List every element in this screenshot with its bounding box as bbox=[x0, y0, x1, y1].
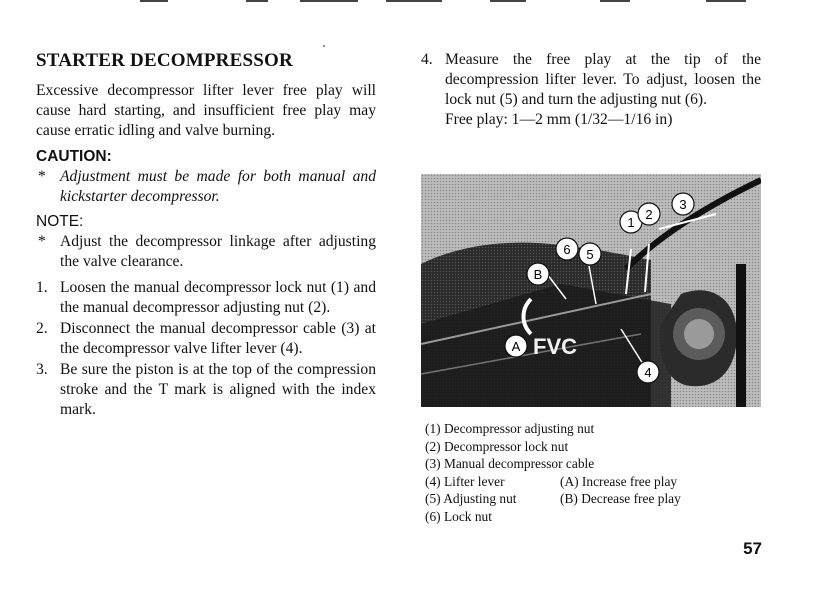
step-text: Disconnect the manual decompressor cable (3) at the decompressor valve lifter lever (4). bbox=[60, 320, 376, 357]
section-title: STARTER DECOMPRESSOR bbox=[36, 50, 293, 71]
legend-row bbox=[425, 420, 765, 438]
callout-B-label: B bbox=[533, 267, 543, 282]
callout-4-label: 4 bbox=[644, 365, 652, 380]
caution-text: Adjustment must be made for both manual and kickstarter decompressor. bbox=[60, 168, 376, 205]
note-heading: NOTE: bbox=[36, 213, 84, 230]
engine-photo bbox=[421, 174, 761, 407]
step-2 bbox=[36, 319, 376, 359]
step-text: Be sure the piston is at the top of the compression stroke and the T mark is aligned with the index mark. bbox=[60, 361, 376, 418]
step-3 bbox=[36, 360, 376, 420]
step-text: Measure the free play at the tip of the decompression lifter lever. To adjust, loosen the lock nut (5) and turn the adjusting nut (6). bbox=[445, 51, 761, 108]
callout-5 bbox=[579, 243, 601, 265]
legend-row bbox=[425, 473, 765, 491]
legend-row bbox=[425, 455, 765, 473]
print-speck bbox=[323, 45, 325, 47]
top-edge-line bbox=[386, 0, 442, 2]
intro-paragraph: Excessive decompressor lifter lever free play will cause hard starting, and insufficient free play may cause erratic idling and valve burning. bbox=[36, 82, 376, 139]
legend-left: (2) Decompressor lock nut bbox=[425, 438, 569, 454]
step-number: 2. bbox=[36, 320, 48, 337]
callout-B bbox=[527, 263, 549, 285]
legend-left: (5) Adjusting nut bbox=[425, 491, 517, 506]
legend-right: (A) Increase free play bbox=[560, 473, 678, 489]
legend-left: (6) Lock nut bbox=[425, 508, 492, 524]
caution-marker: * bbox=[38, 168, 46, 185]
legend-left: (3) Manual decompressor cable bbox=[425, 456, 595, 471]
engine-lettering: FVC bbox=[533, 334, 577, 359]
callout-6-label: 6 bbox=[563, 242, 571, 257]
step-number: 1. bbox=[36, 279, 48, 296]
top-edge-line bbox=[706, 0, 746, 2]
callout-2-label: 2 bbox=[645, 207, 653, 222]
page-number: 57 bbox=[743, 539, 762, 558]
note-text: Adjust the decompressor linkage after adjusting the valve clearance. bbox=[60, 233, 376, 270]
top-edge-line bbox=[246, 0, 268, 2]
note-item bbox=[36, 232, 376, 272]
caution-item bbox=[36, 167, 376, 207]
callout-A bbox=[505, 335, 527, 357]
legend-left: (4) Lifter lever bbox=[425, 473, 505, 489]
right-column bbox=[421, 50, 761, 130]
caution-heading: CAUTION: bbox=[36, 148, 112, 165]
top-edge-line bbox=[600, 0, 630, 2]
legend-left: (1) Decompressor adjusting nut bbox=[425, 421, 595, 436]
step-number: 4. bbox=[421, 51, 433, 68]
legend-row bbox=[425, 508, 765, 526]
top-edge-line bbox=[300, 0, 358, 2]
callout-4 bbox=[637, 361, 659, 383]
callout-3-label: 3 bbox=[679, 197, 687, 212]
callout-6 bbox=[556, 238, 578, 260]
step-1 bbox=[36, 278, 376, 318]
left-column bbox=[36, 50, 376, 420]
step-4 bbox=[421, 50, 761, 110]
top-edge-line bbox=[490, 0, 526, 2]
photo-legend bbox=[425, 420, 765, 525]
top-edge-line bbox=[140, 0, 168, 2]
callout-5-label: 5 bbox=[586, 247, 594, 262]
callout-1-label: 1 bbox=[627, 215, 635, 230]
callout-3 bbox=[672, 193, 694, 215]
legend-right: (B) Decrease free play bbox=[560, 491, 681, 506]
step-text: Loosen the manual decompressor lock nut (1) and the manual decompressor adjusting nut (2). bbox=[60, 279, 376, 316]
callout-2 bbox=[638, 203, 660, 225]
legend-row bbox=[425, 490, 765, 508]
note-marker: * bbox=[38, 233, 46, 250]
legend-row bbox=[425, 438, 765, 456]
callout-A-label: A bbox=[511, 339, 521, 354]
step-number: 3. bbox=[36, 361, 48, 378]
free-play-spec: Free play: 1—2 mm (1/32—1/16 in) bbox=[445, 111, 673, 128]
